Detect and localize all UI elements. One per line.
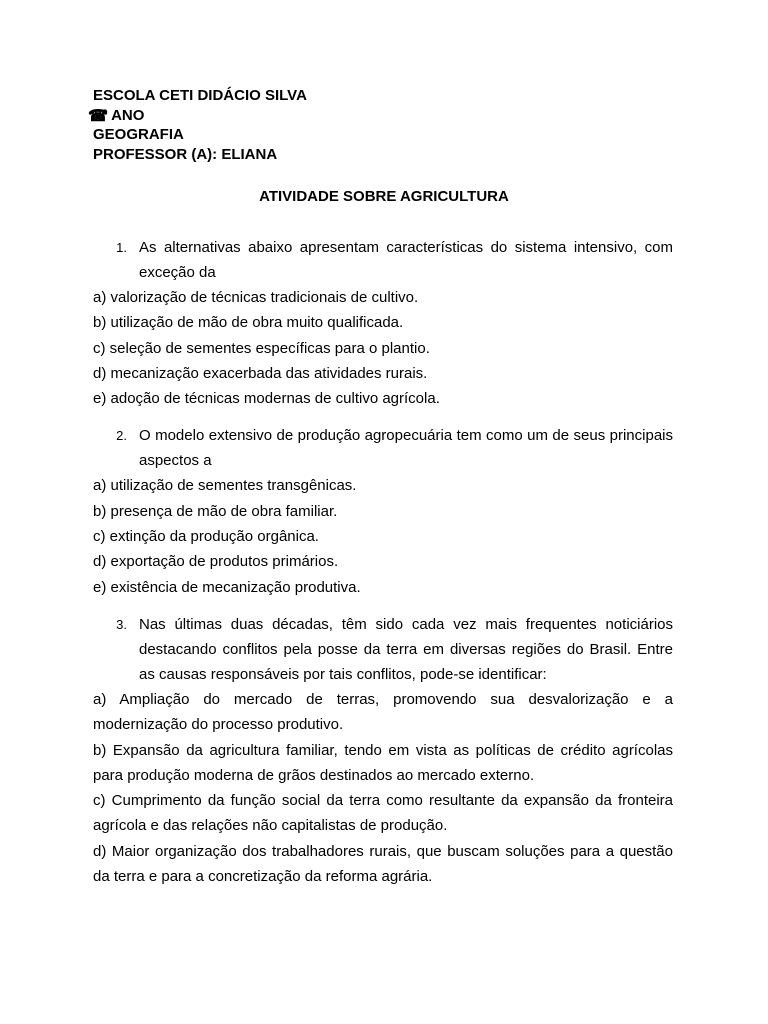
question-3 bbox=[93, 612, 673, 889]
question-stem bbox=[93, 612, 673, 687]
option: c) extinção da produção orgânica. bbox=[93, 528, 319, 546]
grade-glyph: ☎ bbox=[88, 107, 108, 125]
question-stem bbox=[93, 423, 673, 473]
question-text: O modelo extensivo de produção agropecuária tem como um de seus principais aspectos a bbox=[139, 427, 673, 470]
page-title: ATIVIDADE SOBRE AGRICULTURA bbox=[259, 188, 509, 205]
option: a) utilização de sementes transgênicas. bbox=[93, 477, 357, 495]
option: b) presença de mão de obra familiar. bbox=[93, 502, 338, 520]
header bbox=[88, 86, 307, 164]
option: c) seleção de sementes específicas para o plantio. bbox=[93, 339, 430, 357]
option: e) adoção de técnicas modernas de cultivo agrícola. bbox=[93, 390, 440, 408]
grade-line bbox=[88, 106, 307, 126]
option: b) utilização de mão de obra muito qualificada. bbox=[93, 314, 404, 332]
option: a) Ampliação do mercado de terras, promovendo sua desvalorização e a modernização do processo produtivo. bbox=[93, 690, 673, 734]
option: b) Expansão da agricultura familiar, tendo em vista as políticas de crédito agrícolas para produção moderna de grãos destinados ao mercado externo. bbox=[93, 741, 673, 784]
subject: GEOGRAFIA bbox=[93, 126, 184, 143]
option: d) mecanização exacerbada das atividades rurais. bbox=[93, 364, 428, 382]
option: d) Maior organização dos trabalhadores rurais, que buscam soluções para a questão da terra e para a concretização da reforma agrária. bbox=[93, 842, 673, 886]
question-text: Nas últimas duas décadas, têm sido cada vez mais frequentes noticiários destacando conflitos pela posse da terra em diversas regiões do Brasil. Entre as causas responsáveis por tais conflitos, pode-se identificar: bbox=[139, 615, 673, 683]
question-number: 1. bbox=[116, 240, 127, 255]
option: a) valorização de técnicas tradicionais de cultivo. bbox=[93, 289, 419, 306]
question-text: As alternativas abaixo apresentam características do sistema intensivo, com exceção da bbox=[139, 239, 673, 281]
teacher: PROFESSOR (A): ELIANA bbox=[93, 145, 278, 163]
option: c) Cumprimento da função social da terra como resultante da expansão da fronteira agrícola e das relações não capitalistas de produção. bbox=[93, 792, 673, 835]
question-1 bbox=[93, 235, 673, 411]
question-2 bbox=[93, 423, 673, 599]
grade: º ANO bbox=[102, 106, 145, 124]
question-stem bbox=[93, 235, 673, 285]
option: e) existência de mecanização produtiva. bbox=[93, 578, 361, 596]
option: d) exportação de produtos primários. bbox=[93, 553, 339, 571]
question-number: 2. bbox=[116, 428, 127, 444]
questions bbox=[93, 235, 673, 901]
question-number: 3. bbox=[116, 616, 127, 632]
school-name: ESCOLA CETI DIDÁCIO SILVA bbox=[93, 87, 307, 104]
